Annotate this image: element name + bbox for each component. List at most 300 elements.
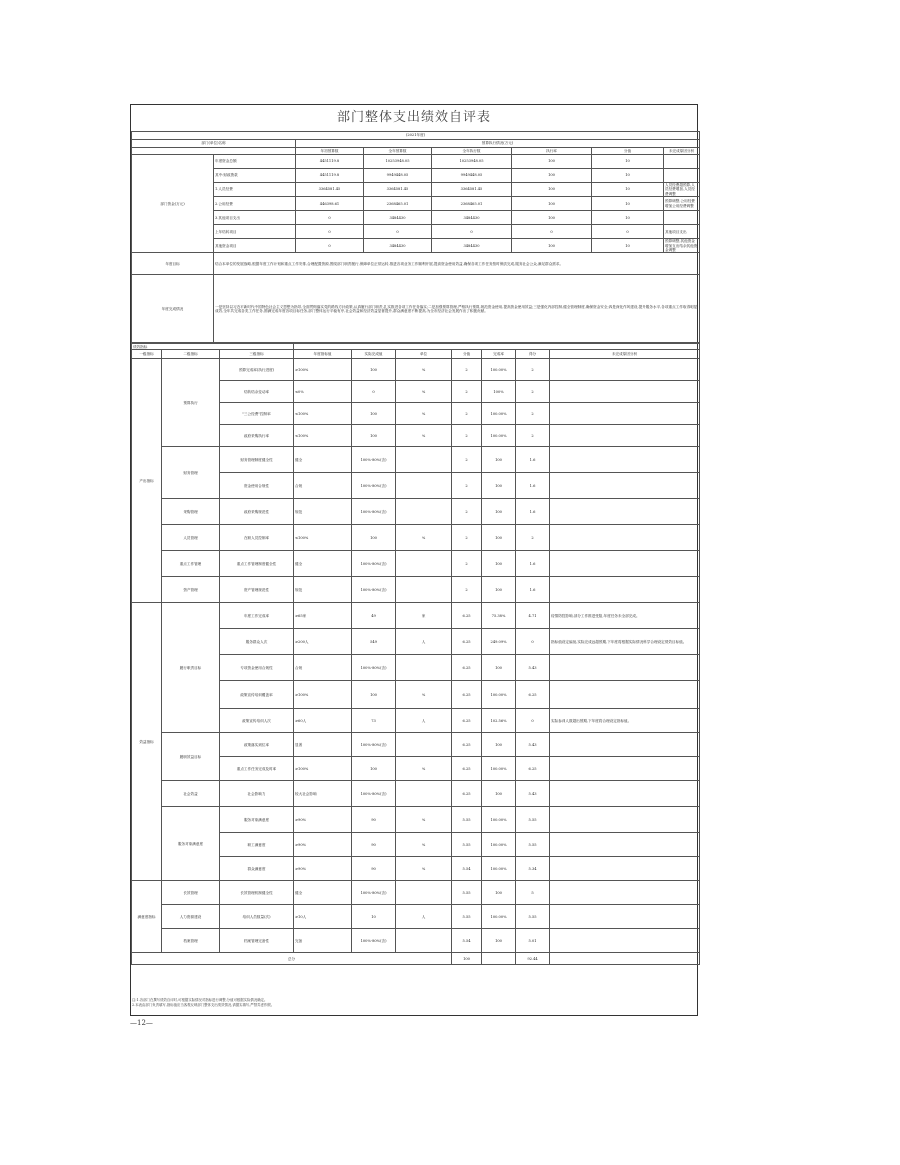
target-value: 完备: [294, 929, 352, 953]
target-value: 合规: [294, 473, 352, 499]
got-score: 1.6: [516, 499, 550, 525]
target-value: ≥65家: [294, 603, 352, 629]
funds-annual: 0: [364, 225, 432, 239]
funds-score: 0: [592, 225, 664, 239]
reason-text: [550, 655, 700, 681]
table-row: [132, 881, 700, 905]
result-text: 一是坚持以习近平新时代中国特色社会主义思想为指导,全面贯彻落实党的路线方针政策,认真履行部门职责,扎实推进各项工作任务落实;二是加强预算管理,严格执行预算,规范资金使用,提高资金使用效益;三是强化内部控制,健全管理制度,确保资金安全;四是深化作风建设,提升服务水平,各项重点工作取得明显成效,全年共完成各类工作任务,圆满完成年度各项目标任务,部门整体运行平稳有序,社会效益和经济效益显著提升,群众满意度不断提高,为全市经济社会发展作出了积极贡献。: [214, 275, 700, 343]
funds-name: 2.公用经费: [214, 197, 296, 211]
level3-indicator: 政策落实到位率: [220, 733, 294, 757]
sheet-table-area: [131, 131, 697, 965]
completion-rate: 100: [482, 577, 516, 603]
reason-text: [550, 473, 700, 499]
level3-indicator: 重点工作任务完成及时率: [220, 757, 294, 781]
target-value: ≥60人: [294, 709, 352, 733]
budget-col-group: 预算执行情况(万元): [296, 140, 700, 148]
completion-rate: 100: [482, 655, 516, 681]
got-score: 6.25: [516, 757, 550, 781]
level3-indicator: 在职人员控制率: [220, 525, 294, 551]
completion-rate: 100: [482, 881, 516, 905]
reason-text: [550, 577, 700, 603]
table-row: [132, 733, 700, 757]
funds-annual: 2368465.01: [364, 197, 432, 211]
level1-indicator: 满意度指标: [132, 881, 162, 953]
funds-row: [132, 197, 700, 211]
actual-value: 49: [352, 603, 396, 629]
got-score: 5: [516, 881, 550, 905]
completion-rate: 100.00%: [482, 359, 516, 381]
reason-text: 指标值设定偏低,实际完成远超预期,下年度将根据实际情况科学合理设定绩效目标值。: [550, 629, 700, 655]
got-score: 0: [516, 709, 550, 733]
actual-value: 0: [352, 381, 396, 403]
level3-indicator: 财务管理制度健全性: [220, 447, 294, 473]
reason-text: [550, 359, 700, 381]
reason-text: [550, 499, 700, 525]
funds-executed: 0: [432, 225, 512, 239]
actual-value: 90: [352, 833, 396, 857]
table-row: [132, 499, 700, 525]
completion-rate: 100.00%: [482, 757, 516, 781]
indicator-caption: 绩效指标: [132, 344, 294, 350]
reason-text: [550, 733, 700, 757]
funds-score: 10: [592, 211, 664, 225]
unit-value: %: [396, 525, 452, 551]
indicator-col-header: 实际完成值: [352, 350, 396, 359]
target-value: ≤100%: [294, 425, 352, 447]
got-score: 0: [516, 629, 550, 655]
level3-indicator: 政府采购规范性: [220, 499, 294, 525]
level3-indicator: 结转结余变动率: [220, 381, 294, 403]
col-header: 年初预算数: [296, 148, 364, 155]
funds-reason: [664, 211, 700, 225]
reason-text: [550, 857, 700, 881]
unit-value: [396, 655, 452, 681]
unit-value: %: [396, 425, 452, 447]
total-reason: [550, 953, 700, 965]
target-value: 规范: [294, 577, 352, 603]
got-score: 4.71: [516, 603, 550, 629]
level2-indicator: 重点工作管理: [162, 551, 220, 577]
budget-table: [131, 131, 700, 343]
reason-text: [550, 929, 700, 953]
funds-name: 上年结转项目: [214, 225, 296, 239]
level2-indicator: 人员管理: [162, 525, 220, 551]
level3-indicator: 社会影响力: [220, 781, 294, 807]
got-score: 5.43: [516, 733, 550, 757]
target-value: ≥200人: [294, 629, 352, 655]
completion-rate: 100: [482, 781, 516, 807]
completion-rate: 100: [482, 473, 516, 499]
level3-indicator: 长效管理机制健全性: [220, 881, 294, 905]
level3-indicator: 资产管理规范性: [220, 577, 294, 603]
actual-value: 100%-80%(含): [352, 881, 396, 905]
level2-indicator: 社会效益: [162, 781, 220, 807]
target-value: ≥90%: [294, 807, 352, 833]
table-row: [132, 525, 700, 551]
col-header: 未完成原因分析: [664, 148, 700, 155]
evaluation-sheet: [130, 104, 698, 1016]
level2-indicator: 采购管理: [162, 499, 220, 525]
total-score: 100: [452, 953, 482, 965]
actual-value: 100%-80%(含): [352, 499, 396, 525]
actual-value: 100%-80%(含): [352, 473, 396, 499]
funds-row: [132, 183, 700, 197]
indicator-col-header: 年度指标值: [294, 350, 352, 359]
completion-rate: 100: [482, 447, 516, 473]
target-value: ≥100%: [294, 757, 352, 781]
score-value: 6.25: [452, 757, 482, 781]
score-value: 5.54: [452, 857, 482, 881]
reason-text: 实际参训人数超出预期,下年度将合理设定指标值。: [550, 709, 700, 733]
level2-indicator: 预算执行: [162, 359, 220, 447]
score-value: 6.25: [452, 603, 482, 629]
actual-value: 10: [352, 905, 396, 929]
funds-rate: 100: [512, 197, 592, 211]
indicator-col-header: 未完成原因分析: [550, 350, 700, 359]
got-score: 1.6: [516, 447, 550, 473]
year-row: (2021年度): [132, 132, 700, 140]
level3-indicator: 预算完成率(执行进度): [220, 359, 294, 381]
total-blank: [482, 953, 516, 965]
score-value: 2: [452, 473, 482, 499]
indicator-col-header: 二级指标: [162, 350, 220, 359]
unit-value: %: [396, 681, 452, 709]
funds-row: [132, 225, 700, 239]
target-value: ≥90%: [294, 833, 352, 857]
got-score: 5.01: [516, 929, 550, 953]
goal-label: 年度目标: [132, 253, 214, 275]
funds-body: [132, 155, 700, 253]
funds-name: 其中:财政拨款: [214, 169, 296, 183]
funds-executed: 3364581.45: [432, 183, 512, 197]
unit-value: [396, 781, 452, 807]
level3-indicator: 专项资金使用合规性: [220, 655, 294, 681]
unit-value: 人: [396, 709, 452, 733]
funds-annual: 9949448.05: [364, 169, 432, 183]
got-score: 5.55: [516, 807, 550, 833]
level2-indicator: 履行职责目标: [162, 603, 220, 733]
total-got: 92.44: [516, 953, 550, 965]
funds-rate: 0: [512, 225, 592, 239]
reason-text: [550, 757, 700, 781]
unit-value: 人: [396, 629, 452, 655]
got-score: 5.43: [516, 781, 550, 807]
actual-value: 100: [352, 403, 396, 425]
level1-indicator: 产出指标: [132, 359, 162, 603]
completion-rate: 100.00%: [482, 681, 516, 709]
funds-initial: 446398.61: [296, 197, 364, 211]
score-value: 2: [452, 447, 482, 473]
completion-rate: 100.00%: [482, 403, 516, 425]
funds-executed: 2368465.01: [432, 197, 512, 211]
level2-indicator: 服务对象满意度: [162, 807, 220, 881]
completion-rate: 100%: [482, 381, 516, 403]
completion-rate: 102.56%: [482, 709, 516, 733]
table-row: [132, 577, 700, 603]
unit-value: %: [396, 403, 452, 425]
page-title: 部门整体支出绩效自评表: [336, 110, 491, 125]
funds-initial: 0: [296, 239, 364, 253]
score-value: 2: [452, 551, 482, 577]
score-value: 6.25: [452, 629, 482, 655]
unit-value: [396, 733, 452, 757]
actual-value: 100: [352, 757, 396, 781]
unit-value: 家: [396, 603, 452, 629]
completion-rate: 249.09%: [482, 629, 516, 655]
level3-indicator: 政策宣传培训人次: [220, 709, 294, 733]
actual-value: 100%-80%(含): [352, 733, 396, 757]
score-value: 6.25: [452, 781, 482, 807]
score-value: 2: [452, 425, 482, 447]
actual-value: 100%-80%(含): [352, 447, 396, 473]
actual-value: 549: [352, 629, 396, 655]
indicator-header-row: [132, 350, 700, 359]
funds-score: 10: [592, 183, 664, 197]
score-value: 2: [452, 381, 482, 403]
unit-value: %: [396, 757, 452, 781]
score-value: 5.55: [452, 905, 482, 929]
got-score: 2: [516, 381, 550, 403]
reason-text: [550, 525, 700, 551]
actual-value: 100: [352, 681, 396, 709]
table-row: [132, 359, 700, 381]
funds-rate: 100: [512, 239, 592, 253]
actual-value: 100%-80%(含): [352, 929, 396, 953]
completion-rate: 100: [482, 551, 516, 577]
indicator-col-header: 完成率: [482, 350, 516, 359]
note-line: 注:1.各部门在撰写绩效自评时,可根据实际情况对指标进行调整,分值可根据实际情况确定。: [132, 998, 268, 1002]
reason-text: [550, 447, 700, 473]
goal-text: 结合本单位的发展战略,根据年度工作计划和重点工作安排,合理配置资源,围绕部门职责履行,保障单位正常运转,推进各项业务工作顺利开展,提高资金使用效益,确保各项工作任务按时保质完成,服务社会公众,满足群众需求。: [214, 253, 700, 275]
actual-value: 90: [352, 807, 396, 833]
level3-indicator: 政府采购执行率: [220, 425, 294, 447]
unit-value: [396, 577, 452, 603]
reason-text: [550, 905, 700, 929]
funds-executed: 3484430: [432, 239, 512, 253]
reason-text: [550, 403, 700, 425]
score-value: 6.25: [452, 709, 482, 733]
got-score: 2: [516, 525, 550, 551]
col-header: 全年执行数: [432, 148, 512, 155]
col-header: 全年预算数: [364, 148, 432, 155]
reason-text: 疫情防控影响,部分工作推进受阻,年度任务未全部完成。: [550, 603, 700, 629]
indicator-col-header: 三级指标: [220, 350, 294, 359]
total-label: 总分: [132, 953, 452, 965]
score-value: 6.25: [452, 655, 482, 681]
funds-score: 10: [592, 197, 664, 211]
table-row: [132, 807, 700, 833]
unit-value: %: [396, 381, 452, 403]
table-row: [132, 905, 700, 929]
funds-initial: 3364581.45: [296, 183, 364, 197]
indicator-body: [132, 359, 700, 953]
reason-text: [550, 781, 700, 807]
target-value: 显著: [294, 733, 352, 757]
target-value: ≥100%: [294, 359, 352, 381]
actual-value: 90: [352, 857, 396, 881]
reason-text: [550, 833, 700, 857]
level2-indicator: 档案管理: [162, 929, 220, 953]
target-value: 规范: [294, 499, 352, 525]
level2-indicator: 履职效益目标: [162, 733, 220, 781]
funds-executed: 9949448.05: [432, 169, 512, 183]
got-score: 2: [516, 425, 550, 447]
page-number: —12—: [130, 1019, 153, 1027]
got-score: 6.25: [516, 681, 550, 709]
funds-score: 10: [592, 169, 664, 183]
actual-value: 100: [352, 525, 396, 551]
funds-initial: 0: [296, 225, 364, 239]
score-value: 2: [452, 403, 482, 425]
score-value: 5.54: [452, 929, 482, 953]
indicator-col-header: 一级指标: [132, 350, 162, 359]
got-score: 1.6: [516, 473, 550, 499]
funds-name: 其他资金项目: [214, 239, 296, 253]
score-value: 6.25: [452, 733, 482, 757]
funds-reason: [664, 169, 700, 183]
reason-text: [550, 381, 700, 403]
col-header: 分值: [592, 148, 664, 155]
completion-rate: 100.00%: [482, 807, 516, 833]
funds-annual: 3484430: [364, 211, 432, 225]
target-value: 较大社会影响: [294, 781, 352, 807]
unit-value: [396, 551, 452, 577]
level3-indicator: 服务群众人次: [220, 629, 294, 655]
reason-text: [550, 551, 700, 577]
funds-rate: 100: [512, 155, 592, 169]
score-value: 5.55: [452, 833, 482, 857]
completion-rate: 100: [482, 929, 516, 953]
unit-value: 人: [396, 905, 452, 929]
funds-score: 10: [592, 155, 664, 169]
unit-value: [396, 499, 452, 525]
table-row: [132, 781, 700, 807]
notes: [132, 998, 692, 1008]
funds-reason: [664, 155, 700, 169]
got-score: 5.34: [516, 857, 550, 881]
completion-rate: 100.00%: [482, 833, 516, 857]
note-line: 2.本表由部门负责填写,指标值应当客观反映部门整体支出绩效情况,请据实填写,严禁弄虚作假。: [132, 1003, 275, 1007]
actual-value: 100: [352, 425, 396, 447]
target-value: 健全: [294, 551, 352, 577]
actual-value: 100%-80%(含): [352, 781, 396, 807]
level3-indicator: 重点工作管理制度健全性: [220, 551, 294, 577]
funds-initial: 4451119.8: [296, 169, 364, 183]
score-value: 2: [452, 525, 482, 551]
actual-value: 100: [352, 359, 396, 381]
got-score: 2: [516, 359, 550, 381]
target-value: 合规: [294, 655, 352, 681]
reason-text: [550, 881, 700, 905]
level3-indicator: "三公经费"控制率: [220, 403, 294, 425]
funds-reason: 人员经费超预算,人员经费增加,人员经费调整: [664, 183, 700, 197]
funds-score: 10: [592, 239, 664, 253]
level2-indicator: 资产管理: [162, 577, 220, 603]
target-value: ≤100%: [294, 403, 352, 425]
target-value: ≤0%: [294, 381, 352, 403]
funds-label: 部门资金(万元): [132, 155, 214, 253]
got-score: 5.55: [516, 833, 550, 857]
funds-row: [132, 155, 700, 169]
reason-text: [550, 681, 700, 709]
target-value: ≥10人: [294, 905, 352, 929]
funds-reason: 其他项目支出: [664, 225, 700, 239]
table-row: [132, 929, 700, 953]
got-score: 1.6: [516, 577, 550, 603]
got-score: 5.55: [516, 905, 550, 929]
level2-indicator: 财务管理: [162, 447, 220, 499]
level3-indicator: 档案管理完备性: [220, 929, 294, 953]
actual-value: 100%-80%(含): [352, 551, 396, 577]
level3-indicator: 资金使用合规性: [220, 473, 294, 499]
target-value: 健全: [294, 881, 352, 905]
funds-annual: 3364581.45: [364, 183, 432, 197]
target-value: ≤100%: [294, 525, 352, 551]
level1-indicator: 效益指标: [132, 603, 162, 881]
got-score: 2: [516, 403, 550, 425]
actual-value: 100%-80%(含): [352, 655, 396, 681]
table-row: [132, 551, 700, 577]
funds-row: [132, 239, 700, 253]
actual-value: 100%-80%(含): [352, 577, 396, 603]
indicator-col-header: 单位: [396, 350, 452, 359]
actual-value: 73: [352, 709, 396, 733]
reason-text: [550, 807, 700, 833]
score-value: 5.55: [452, 881, 482, 905]
unit-value: %: [396, 857, 452, 881]
indicator-col-header: 分值: [452, 350, 482, 359]
funds-rate: 100: [512, 183, 592, 197]
funds-rate: 100: [512, 211, 592, 225]
level2-indicator: 人力资源建设: [162, 905, 220, 929]
level3-indicator: 政策宣传培训覆盖率: [220, 681, 294, 709]
score-value: 2: [452, 577, 482, 603]
unit-value: [396, 447, 452, 473]
funds-initial: 0: [296, 211, 364, 225]
score-value: 5.55: [452, 807, 482, 833]
funds-row: [132, 169, 700, 183]
unit-value: %: [396, 807, 452, 833]
indicator-table: [131, 343, 700, 965]
level3-indicator: 群众满意度: [220, 857, 294, 881]
target-value: 健全: [294, 447, 352, 473]
funds-annual: 3484430: [364, 239, 432, 253]
target-value: ≥100%: [294, 681, 352, 709]
target-value: ≥90%: [294, 857, 352, 881]
unit-value: %: [396, 359, 452, 381]
reason-text: [550, 425, 700, 447]
unit-value: [396, 929, 452, 953]
level3-indicator: 职工满意度: [220, 833, 294, 857]
score-value: 6.25: [452, 681, 482, 709]
level3-indicator: 服务对象满意度: [220, 807, 294, 833]
funds-annual: 10253948.05: [364, 155, 432, 169]
score-value: 2: [452, 359, 482, 381]
funds-name: 1.人员经费: [214, 183, 296, 197]
funds-name: 年度资金总额: [214, 155, 296, 169]
table-row: [132, 447, 700, 473]
funds-initial: 4451119.8: [296, 155, 364, 169]
got-score: 5.43: [516, 655, 550, 681]
completion-rate: 100: [482, 733, 516, 757]
result-label: 年度完成情况: [132, 275, 214, 343]
completion-rate: 100.00%: [482, 857, 516, 881]
funds-row: [132, 211, 700, 225]
unit-value: [396, 881, 452, 905]
completion-rate: 100.00%: [482, 905, 516, 929]
dept-label: 部门(单位)名称: [132, 140, 296, 148]
table-row: [132, 603, 700, 629]
